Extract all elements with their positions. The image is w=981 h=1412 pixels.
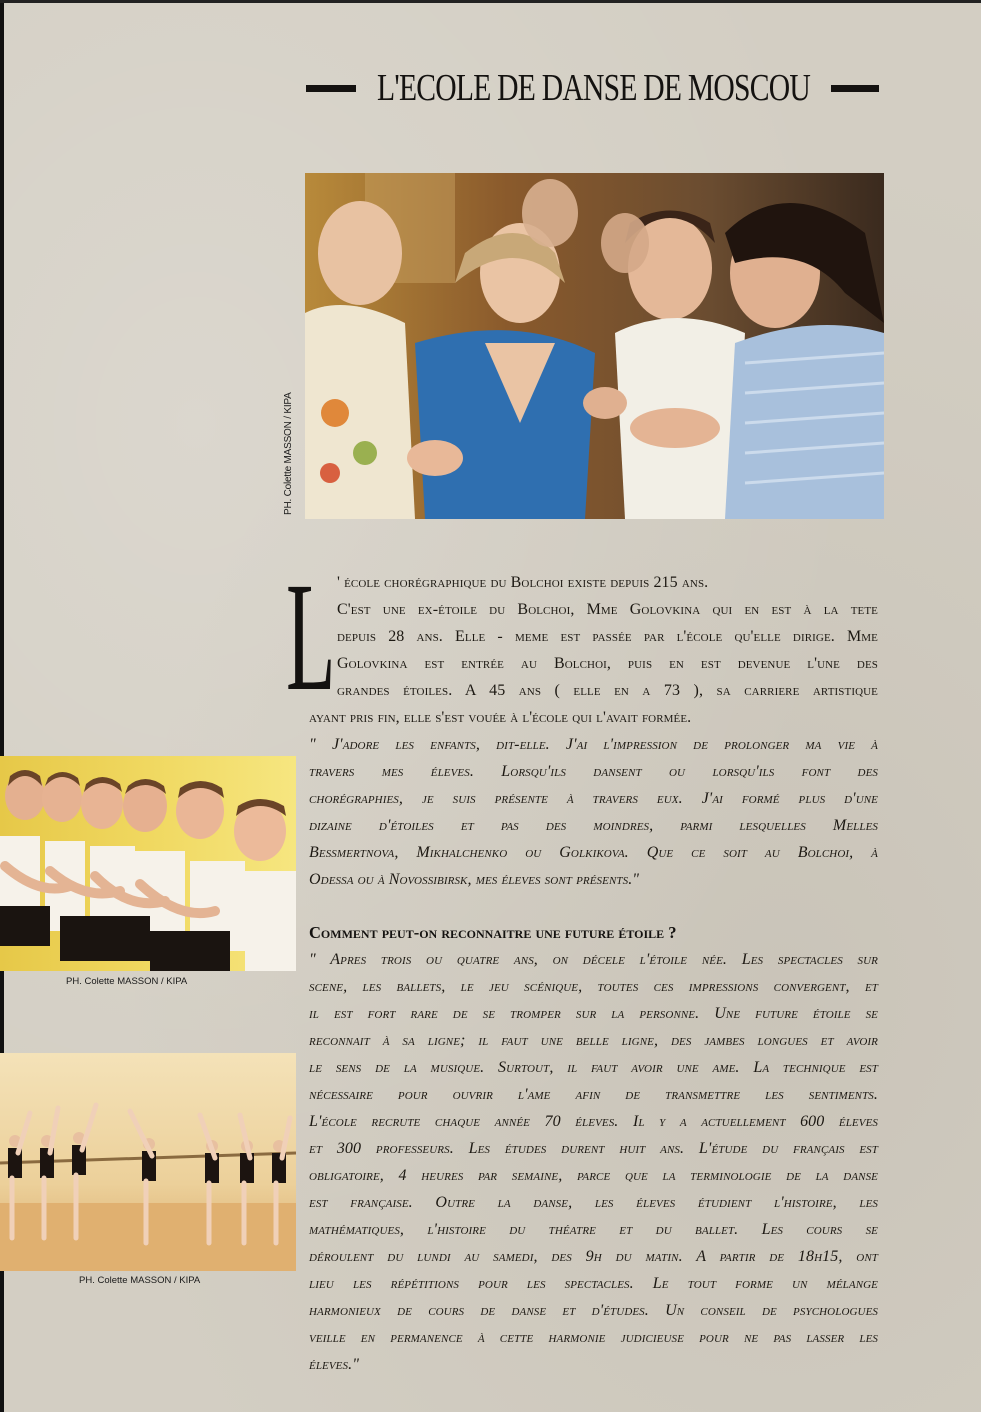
answer-line: lieu les répétitions pour les spectacles. Le tout forme un mélange — [309, 1275, 878, 1292]
quote-line: Odessa ou à Novossibirsk, mes éleves sont présents." — [309, 871, 640, 888]
answer-line: le sens de la musique. Surtout, il faut avoir une ame. La technique est — [309, 1059, 878, 1076]
photo-credit-main: PH. Colette MASSON / KIPA — [283, 392, 294, 515]
answer-line: harmonieux de cours de danse et d'études. Un conseil de psychologues — [309, 1302, 878, 1319]
drop-cap-letter: L — [286, 550, 336, 723]
intro-line: C'est une ex-étoile du Bolchoi, Mme Golovkina qui en est à la tete — [337, 601, 878, 618]
intro-line: Golovkina est entrée au Bolchoi, puis en est devenue l'une des — [337, 655, 878, 672]
quote-line: travers mes éleves. Lorsqu'ils dansent ou lorsqu'ils font des — [309, 763, 878, 780]
intro-line: ' école chorégraphique du Bolchoi existe depuis 215 ans. — [337, 574, 709, 591]
answer-line: obligatoire, 4 heures par semaine, parce que la terminologie de la danse — [309, 1167, 878, 1184]
answer-line: éleves." — [309, 1356, 360, 1373]
page-top-edge — [0, 0, 981, 3]
answer-line: " Apres trois ou quatre ans, on décele l'étoile née. Les spectacles sur — [309, 951, 878, 968]
article-title: L'ECOLE DE DANSE DE MOSCOU — [377, 67, 811, 109]
answer-line: il est fort rare de se tromper sur la personne. Une future étoile se — [309, 1005, 878, 1022]
answer-line: mathématiques, l'histoire du théatre et du ballet. Les cours se — [309, 1221, 878, 1238]
answer-line: scene, les ballets, le jeu scénique, toutes ces impressions convergent, et — [309, 978, 878, 995]
answer-line: nécessaire pour ouvrir l'ame afin de transmettre les sentiments. — [309, 1086, 878, 1103]
title-rule-right — [831, 85, 879, 92]
answer-line: L'école recrute chaque année 70 éleves. Il y a actuellement 600 éleves — [309, 1113, 878, 1130]
intro-line: depuis 28 ans. Elle - meme est passée par l'école qu'elle dirige. Mme — [337, 628, 878, 645]
quote-line: " J'adore les enfants, dit-elle. J'ai l'impression de prolonger ma vie à — [309, 736, 878, 753]
intro-line: grandes étoiles. A 45 ans ( elle en a 73 ), sa carriere artistique — [337, 682, 878, 699]
article-title-row — [306, 62, 886, 114]
answer-line: et 300 professeurs. Les études durent huit ans. L'étude du français est — [309, 1140, 878, 1157]
intro-line: ayant pris fin, elle s'est vouée à l'école qui l'avait formée. — [309, 709, 692, 726]
photo-students-at-barre — [0, 756, 296, 971]
question-heading: Comment peut-on reconnaitre une future étoile ? — [309, 923, 677, 942]
answer-line: veille en permanence à cette harmonie judicieuse pour ne pas lasser les — [309, 1329, 878, 1346]
photo-credit-barre: PH. Colette MASSON / KIPA — [66, 976, 188, 987]
photo-credit-studio: PH. Colette MASSON / KIPA — [79, 1275, 201, 1286]
photo-laughing-students — [305, 173, 884, 519]
quote-line: dizaine d'étoiles et pas des moindres, parmi lesquelles Melles — [309, 817, 878, 834]
quote-line: Bessmertnova, Mikhalchenko ou Golkikova. Que ce soit au Bolchoi, à — [309, 844, 878, 861]
photo-ballet-class-studio — [0, 1053, 296, 1271]
title-rule-left — [306, 85, 356, 92]
answer-line: reconnait à sa ligne; il faut une belle ligne, des jambes longues et avoir — [309, 1032, 878, 1049]
quote-line: chorégraphies, je suis présente à travers eux. J'ai formé plus d'une — [309, 790, 878, 807]
answer-line: déroulent du lundi au samedi, des 9h du matin. A partir de 18h15, ont — [309, 1248, 878, 1265]
answer-line: est française. Outre la danse, les éleves étudient l'histoire, les — [309, 1194, 878, 1211]
